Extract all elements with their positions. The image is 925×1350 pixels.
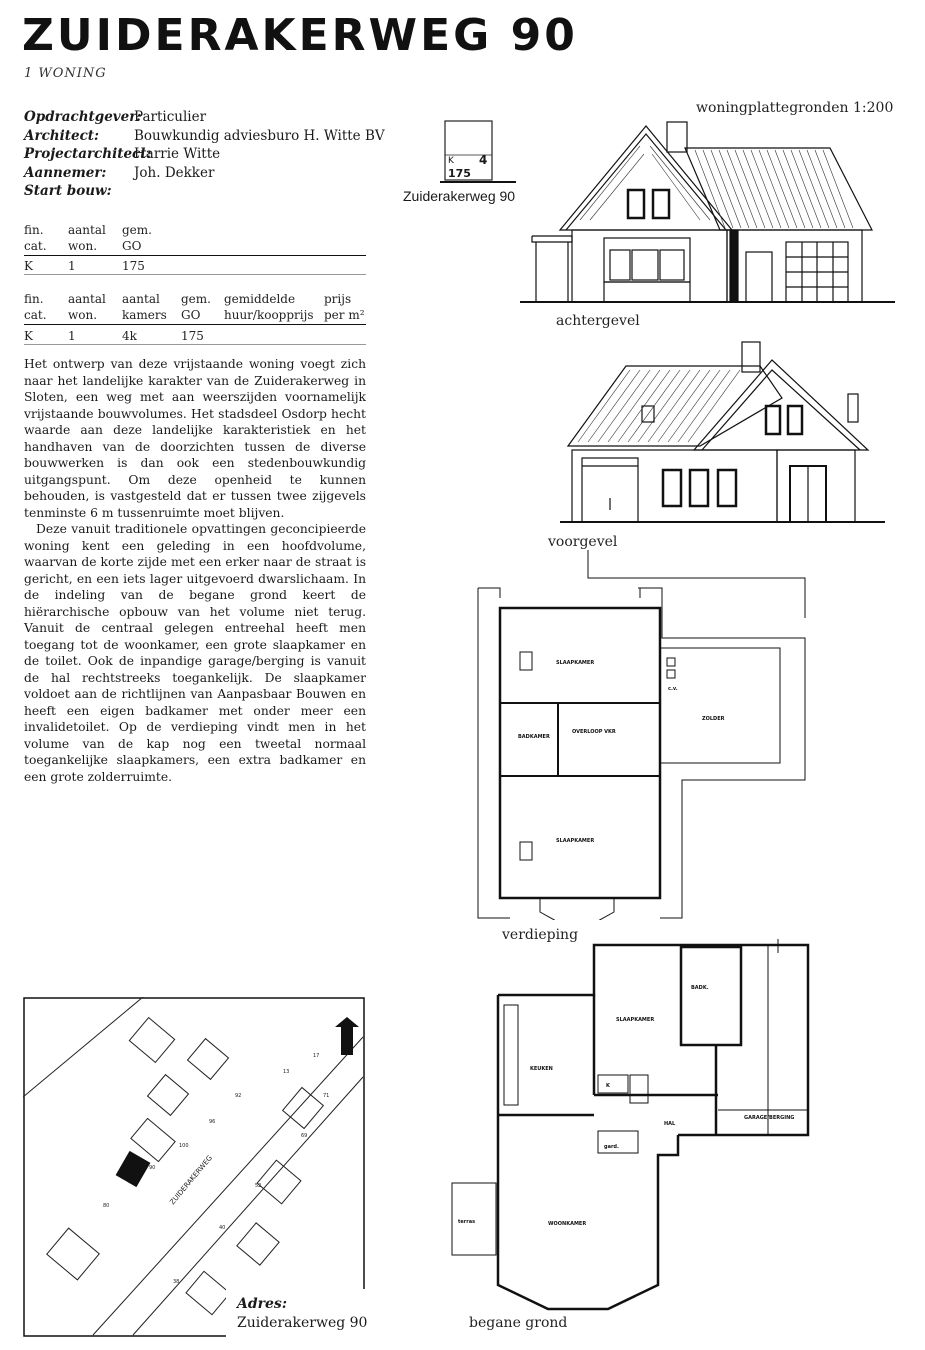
room-label: terras — [458, 1219, 476, 1225]
table-header: cat. — [24, 308, 47, 322]
elevation-achtergevel — [520, 118, 900, 308]
address-value: Zuiderakerweg 90 — [237, 1315, 368, 1331]
meta-row-client — [24, 108, 385, 127]
table-rule — [24, 324, 366, 325]
table-header: huur/koopprijs — [224, 308, 314, 322]
room-label: K — [606, 1083, 610, 1089]
page-subtitle: 1 WONING — [24, 66, 107, 81]
caption-voorgevel: voorgevel — [548, 534, 618, 550]
paragraph: Het ontwerp van deze vrijstaande woning voegt zich naar het landelijke karakter van de Zuiderakerweg in Sloten, een weg met aan weerszijden voornamelijk vrijstaande bouwvolumes. Het stadsdeel Osdorp hecht waarde aan deze landelijke karakteristiek en het handhaven van de doorzichten tussen de diverse bouwwerken is dan ook een stedenbouwkundig uitgangspunt. Om deze openheid te kunnen behouden, is vastgesteld dat er tussen twee zijgevels tenminste 6 m tussenruimte moet blijven. — [24, 357, 366, 520]
site-map — [23, 997, 367, 1339]
scale-caption: woningplattegronden 1:200 — [696, 100, 894, 116]
table-cell: K — [24, 329, 33, 343]
house-number: 90 — [149, 1165, 156, 1171]
meta-value: Particulier — [134, 109, 207, 125]
room-label: GARAGE/BERGING — [744, 1115, 795, 1121]
room-label: WOONKAMER — [548, 1221, 587, 1227]
table-header: gem. — [122, 223, 152, 237]
table-rule — [24, 274, 366, 275]
badge-cat: K — [448, 156, 454, 166]
plan-verdieping — [470, 548, 820, 920]
table-cell: 1 — [68, 329, 76, 343]
plan-begane-grond — [448, 935, 818, 1313]
room-label: ZOLDER — [702, 716, 725, 722]
meta-label: Architect: — [24, 127, 100, 144]
table-cell: K — [24, 259, 33, 273]
room-label: SLAAPKAMER — [556, 838, 595, 844]
category-badge — [444, 120, 494, 182]
badge-count: 4 — [479, 153, 488, 167]
project-meta — [24, 108, 385, 201]
table-header: aantal — [68, 292, 106, 306]
table-cell: 175 — [122, 259, 145, 273]
room-label: c.v. — [668, 686, 678, 692]
house-number: 71 — [323, 1093, 330, 1099]
house-number: 40 — [219, 1225, 226, 1231]
house-number: 92 — [235, 1093, 242, 1099]
badge-area: 175 — [448, 167, 471, 180]
table-header: prijs — [324, 292, 352, 306]
house-number: 96 — [209, 1119, 216, 1125]
page-title: ZUIDERAKERWEG 90 — [22, 10, 578, 61]
caption-verdieping: verdieping — [502, 927, 579, 943]
house-number: 100 — [179, 1143, 189, 1149]
badge-underline — [440, 181, 516, 183]
room-label: SLAAPKAMER — [556, 660, 595, 666]
meta-label: Aannemer: — [24, 164, 107, 181]
meta-value: Bouwkundig adviesburo H. Witte BV — [134, 127, 385, 144]
house-number: 69 — [301, 1133, 308, 1139]
house-number: 52 — [255, 1183, 262, 1189]
meta-row-architect — [24, 127, 385, 146]
room-label: OVERLOOP VKR — [572, 729, 616, 735]
meta-row-start — [24, 182, 385, 201]
badge-name: Zuiderakerweg 90 — [403, 188, 516, 204]
house-number: 17 — [313, 1053, 320, 1059]
elevation-voorgevel — [560, 338, 890, 528]
meta-row-project-architect — [24, 145, 385, 164]
table-cell: 4k — [122, 329, 137, 343]
meta-row-contractor — [24, 164, 385, 183]
room-label: HAL — [664, 1121, 676, 1127]
table-header: fin. — [24, 223, 44, 237]
meta-label: Opdrachtgever: — [24, 109, 142, 125]
table-header: won. — [68, 239, 98, 253]
table-cell: 175 — [181, 329, 204, 343]
table-cell: 1 — [68, 259, 76, 273]
room-label: KEUKEN — [530, 1066, 553, 1072]
room-label: SLAAPKAMER — [616, 1017, 655, 1023]
table-header: won. — [68, 308, 98, 322]
table-rule — [24, 255, 366, 256]
room-label: BADKAMER — [518, 734, 550, 740]
table-header: gemiddelde — [224, 292, 296, 306]
table-header: per m² — [324, 308, 365, 322]
house-number: 13 — [283, 1069, 290, 1075]
house-number: 80 — [103, 1203, 110, 1209]
house-number: 38 — [173, 1279, 180, 1285]
table-header: GO — [122, 239, 142, 253]
caption-begane-grond: begane grond — [469, 1315, 568, 1331]
street-name: ZUIDERAKERWEG — [168, 1154, 215, 1207]
table-header: fin. — [24, 292, 44, 306]
table-header: aantal — [68, 223, 106, 237]
table-header: aantal — [122, 292, 160, 306]
room-label: BADK. — [691, 985, 709, 991]
paragraph: Deze vanuit traditionele opvattingen geconcipieerde woning kent een geleding in een hoofdvolume, waarvan de korte zijde met een erker naar de straat is gericht, en een iets lager uitgevoerd dwarslichaam. In de indeling van de begane grond keert de hiërarchische opbouw van het volume niet terug. Vanuit de centraal gelegen entreehal heeft men toegang tot de woonkamer, een grote slaapkamer en de toilet. Ook de inpandige garage/berging is vanuit de hal rechtstreeks toegankelijk. De slaapkamer voldoet aan de richtlijnen van Aanpasbaar Bouwen en heeft een eigen badkamer met onder meer een invalidetoilet. Op de verdieping vindt men in het volume van de kap nog een tweetal normaal toegankelijke slaapkamers, een extra badkamer en een grote zolderruimte. — [24, 522, 366, 784]
caption-achtergevel: achtergevel — [556, 313, 640, 329]
meta-label: Projectarchitect: — [24, 146, 152, 162]
table-rule — [24, 344, 366, 345]
room-label: gard. — [604, 1144, 619, 1150]
table-header: cat. — [24, 239, 47, 253]
body-text — [24, 356, 366, 785]
table-header: GO — [181, 308, 201, 322]
table-header: gem. — [181, 292, 211, 306]
meta-label: Start bouw: — [24, 183, 112, 199]
address-label: Adres: — [237, 1296, 287, 1312]
meta-value: Harrie Witte — [134, 146, 221, 162]
meta-value: Joh. Dekker — [134, 164, 215, 181]
table-header: kamers — [122, 308, 167, 322]
